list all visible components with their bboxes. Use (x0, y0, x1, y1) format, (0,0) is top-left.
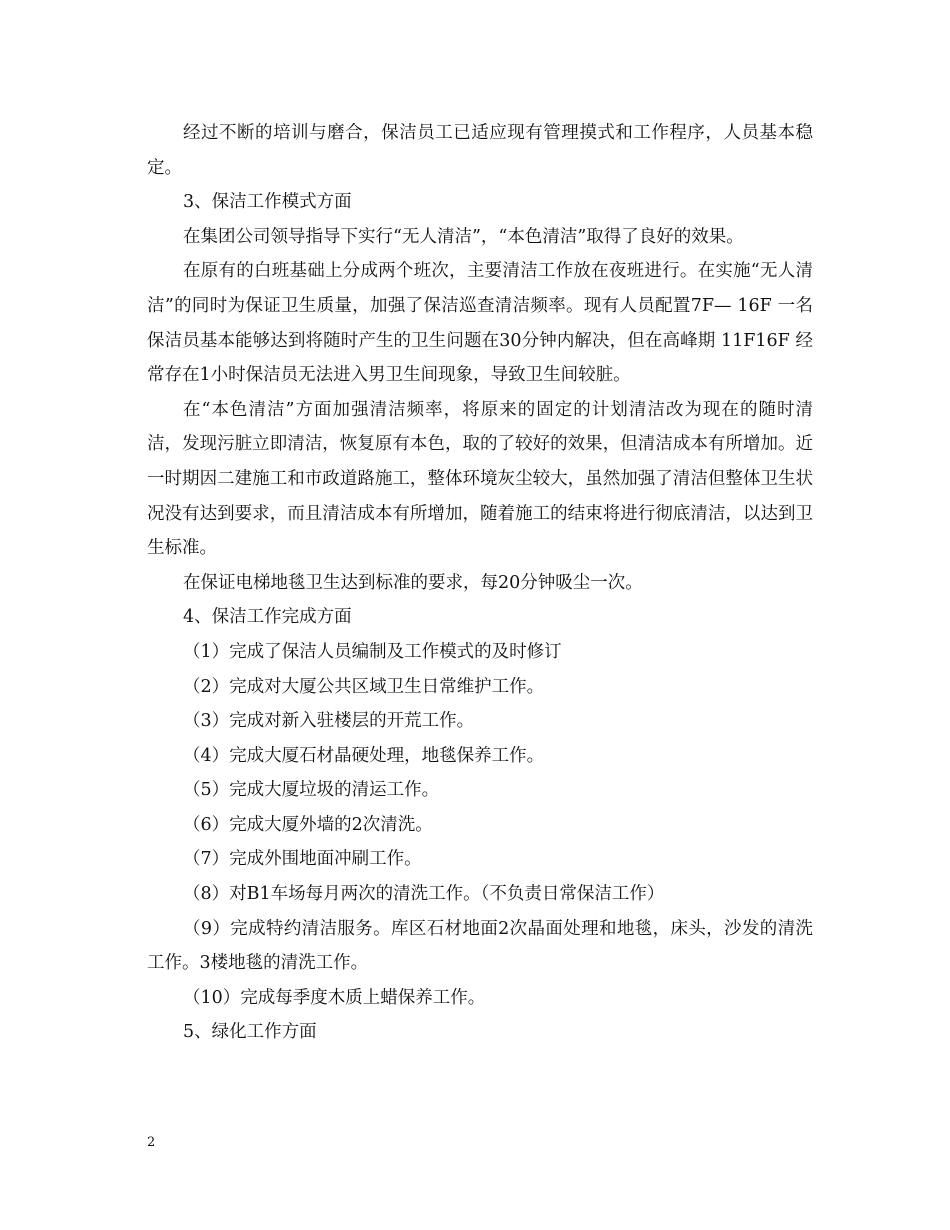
list-item: （3）完成对新入驻楼层的开荒工作。 (183, 711, 475, 732)
list-item: （7）完成外围地面冲刷工作。 (183, 849, 422, 870)
list-item: （4）完成大厦石材晶硬处理，地毯保养工作。 (183, 745, 545, 766)
list-item: （6）完成大厦外墙的2次清洗。 (183, 814, 433, 835)
list-item: （1）完成了保洁人员编制及工作模式的及时修订 (183, 641, 562, 662)
list-item: （10）完成每季度木质上蜡保养工作。 (183, 987, 486, 1008)
page-number: 2 (147, 1135, 156, 1150)
list-item: （8）对B1车场每月两次的清洗工作。（不负责日常保洁工作） (183, 884, 665, 905)
list-item: （9）完成特约清洁服务。库区石材地面2次晶面处理和地毯，床头，沙发的清洗工作。3楼地毯的清洗工作。 (147, 918, 813, 974)
paragraph-elevator-carpet: 在保证电梯地毯卫生达到标准的要求，每20分钟吸尘一次。 (183, 572, 643, 593)
list-item: （2）完成对大厦公共区域卫生日常维护工作。 (183, 676, 545, 697)
list-item: （5）完成大厦垃圾的清运工作。 (183, 780, 440, 801)
paragraph-cleaning-mode-intro: 在集团公司领导指导下实行“无人清洁”，“本色清洁”取得了良好的效果。 (183, 226, 744, 247)
section-heading-cleaning-mode: 3、保洁工作模式方面 (183, 192, 352, 213)
paragraph-shift-arrangement: 在原有的白班基础上分成两个班次，主要清洁工作放在夜班进行。在实施“无人清洁”的同时为保证卫生质量，加强了保洁巡查清洁频率。现有人员配置7F— 16F 一名保洁员基本能够达到将随时产生的卫生问题在30分钟内解决，但在高峰期 11F16F 经常存在1小时保洁员无法进入男卫生间现象，导致卫生间较脏。 (147, 261, 813, 386)
paragraph-natural-cleaning: 在“本色清洁”方面加强清洁频率，将原来的固定的计划清洁改为现在的随时清洁，发现污脏立即清洁，恢复原有本色，取的了较好的效果，但清洁成本有所增加。近一时期因二建施工和市政道路施工，整体环境灰尘较大，虽然加强了清洁但整体卫生状况没有达到要求，而且清洁成本有所增加，随着施工的结束将进行彻底清洁，以达到卫生标准。 (147, 399, 813, 559)
section-heading-completed-work: 4、保洁工作完成方面 (183, 607, 352, 628)
paragraph-staff-stability: 经过不断的培训与磨合，保洁员工已适应现有管理摸式和工作程序，人员基本稳定。 (147, 123, 813, 178)
page-body (147, 116, 813, 1050)
section-heading-greening: 5、绿化工作方面 (183, 1022, 317, 1043)
